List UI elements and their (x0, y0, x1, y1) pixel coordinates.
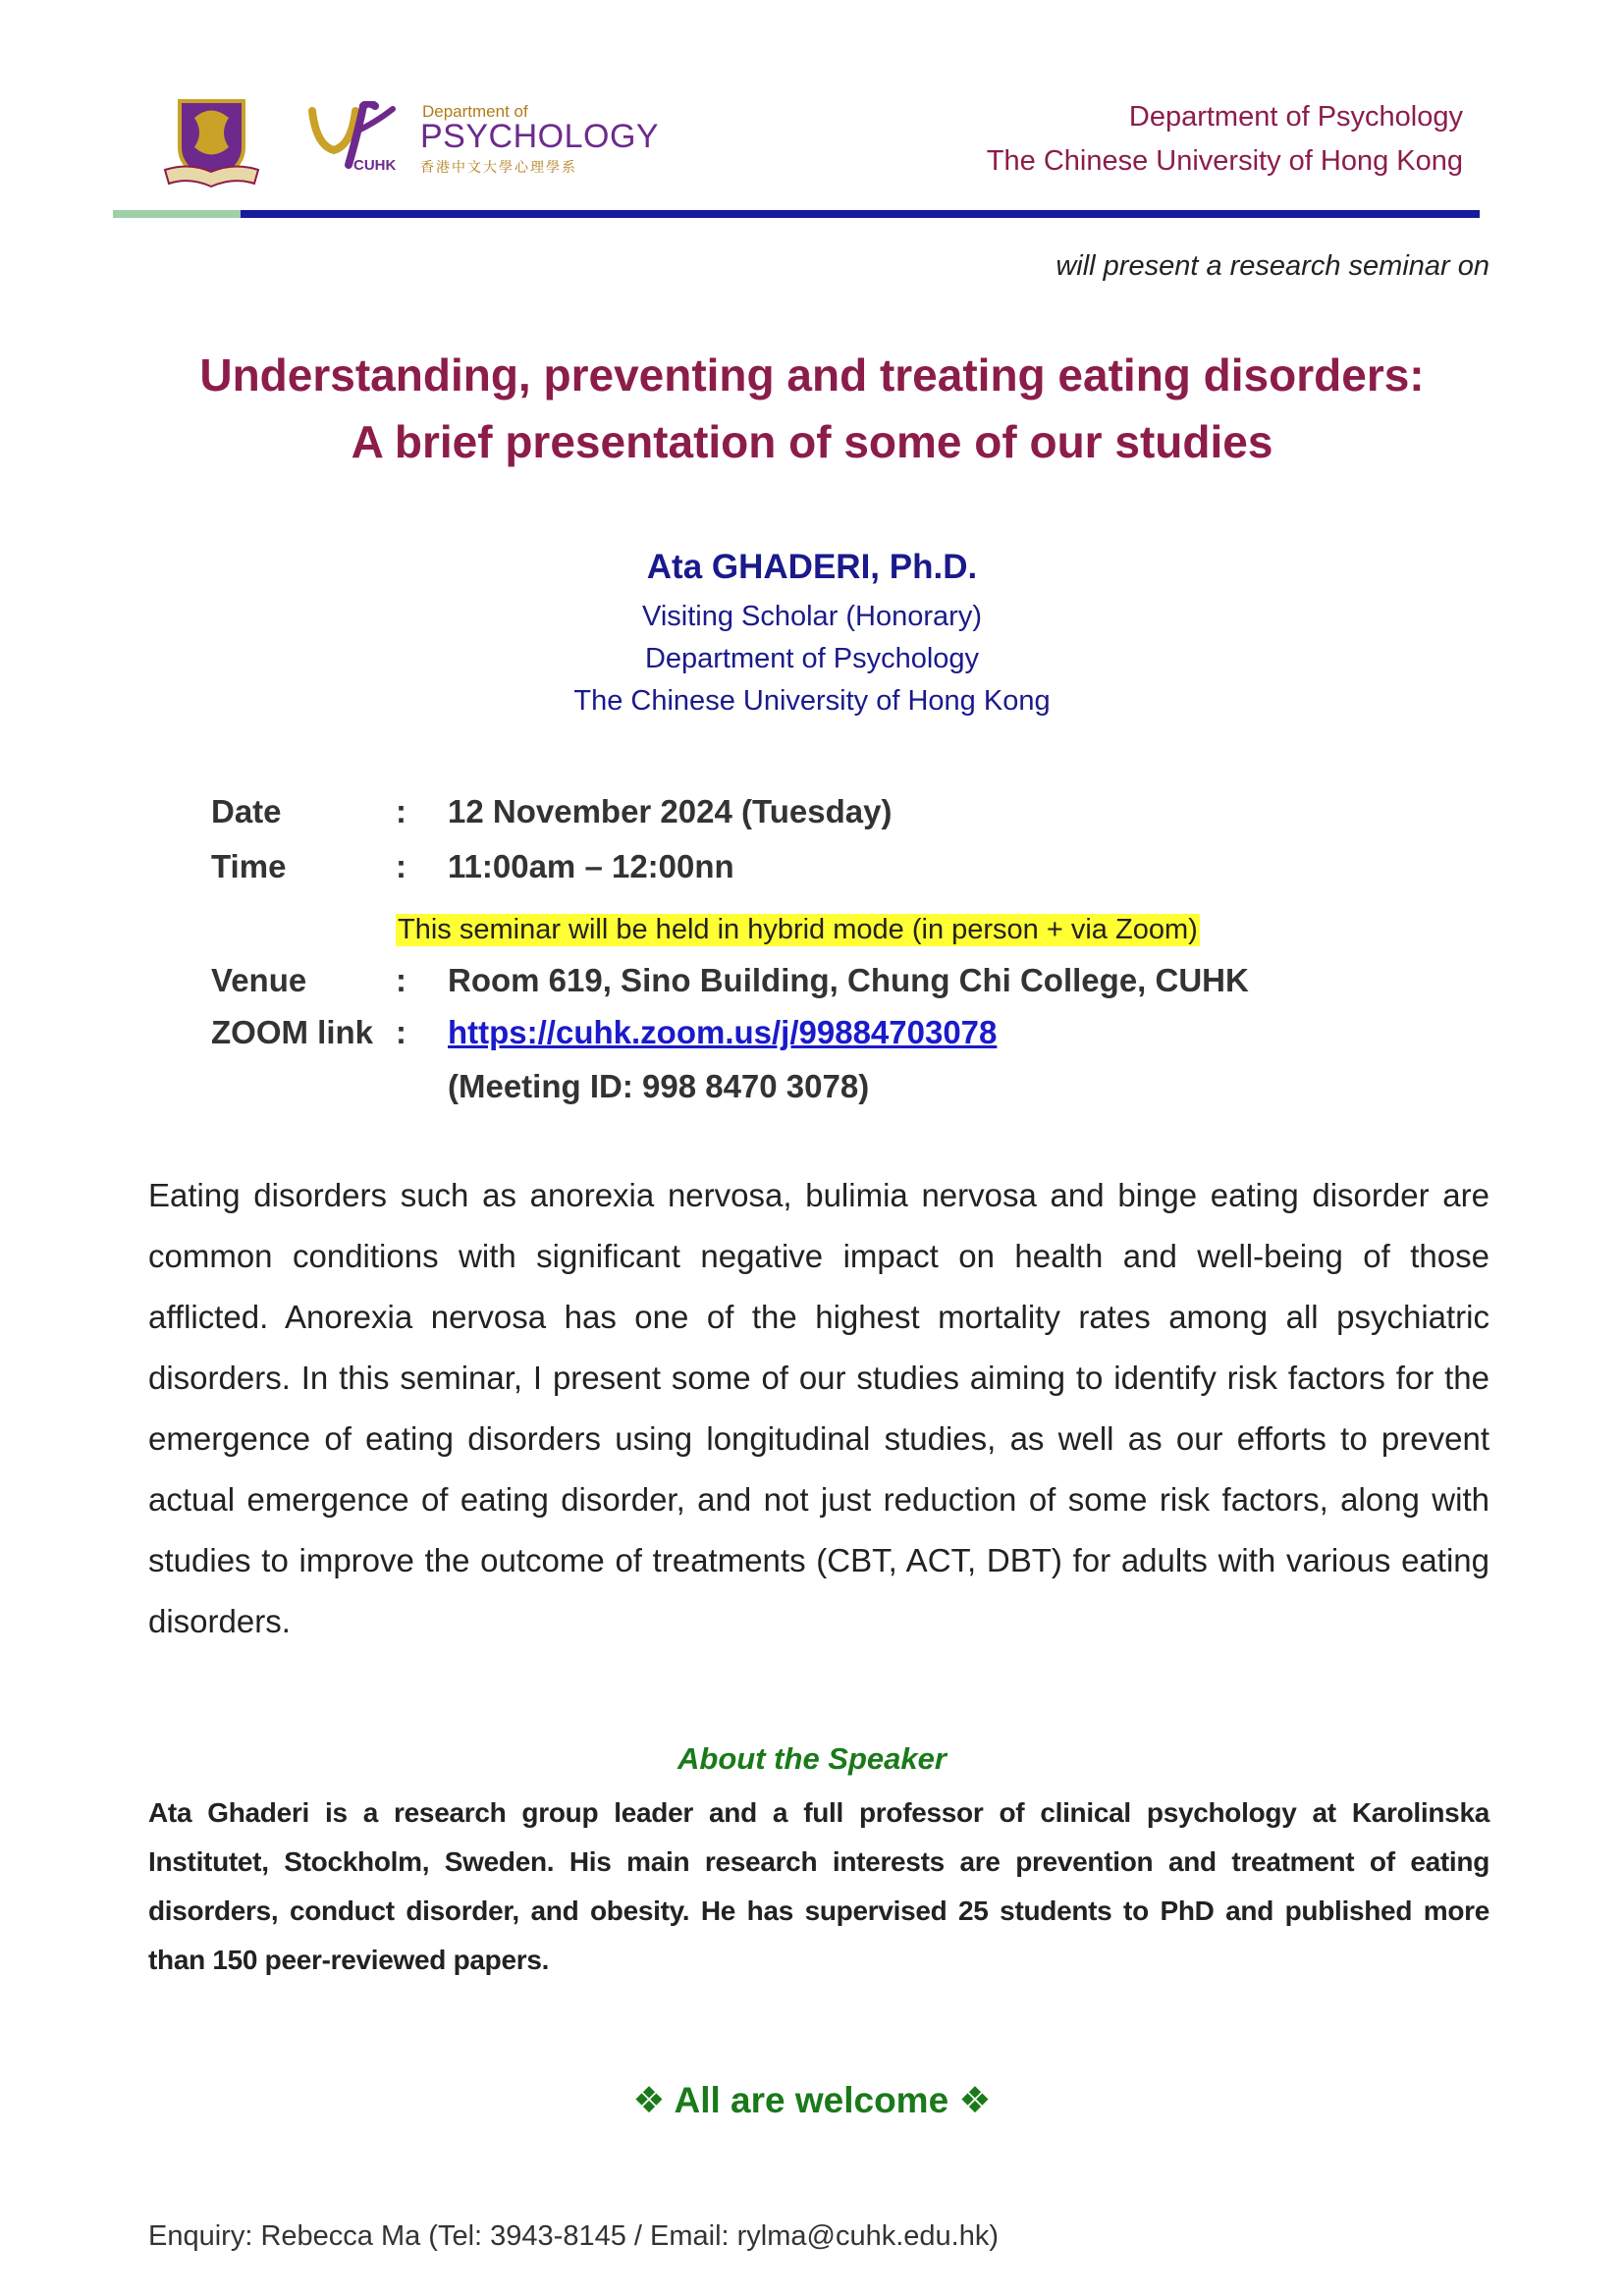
zoom-link[interactable]: https://cuhk.zoom.us/j/99884703078 (448, 1014, 998, 1050)
hybrid-mode-note: This seminar will be held in hybrid mode (in person + via Zoom) (398, 914, 1198, 945)
abstract-paragraph: Eating disorders such as anorexia nervosa, bulimia nervosa and binge eating disorder are common conditions with significant negative impact on health and well-being of those afflicted. Anorexia nervosa has one of the highest mortality rates among all psychiatric disorders. In this seminar, I present some of our studies aiming to identify risk factors for the emergence of eating disorders using longitudinal studies, as well as our efforts to prevent actual emergence of eating disorder, and not just reduction of some risk factors, along with studies to improve the outcome of treatments (CBT, ACT, DBT) for adults with various eating disorders. (148, 1177, 1489, 1639)
date-label: Date (211, 793, 282, 829)
speaker-department: Department of Psychology (644, 643, 980, 674)
logo-cuhk-text: CUHK (353, 157, 397, 174)
about-speaker-heading: About the Speaker (677, 1741, 947, 1776)
venue-colon: : (396, 962, 406, 998)
welcome-text: ❖ All are welcome ❖ (632, 2080, 992, 2120)
cuhk-crest-logo (160, 93, 263, 191)
logo-psychology-text: PSYCHOLOGY (420, 118, 660, 155)
enquiry-text: Enquiry: Rebecca Ma (Tel: 3943-8145 / Email: rylma@cuhk.edu.hk) (148, 2220, 999, 2252)
time-label: Time (211, 848, 287, 884)
zoom-label: ZOOM link (211, 1014, 373, 1050)
header-university: The Chinese University of Hong Kong (986, 145, 1463, 177)
seminar-title-line1: Understanding, preventing and treating eating disorders: (199, 349, 1425, 400)
intro-text: will present a research seminar on (1056, 250, 1489, 282)
venue-value: Room 619, Sino Building, Chung Chi College, CUHK (448, 962, 1249, 998)
date-colon: : (396, 793, 406, 829)
seminar-title-line2: A brief presentation of some of our studies (351, 416, 1273, 467)
zoom-colon: : (396, 1014, 406, 1050)
header-rule-accent (113, 210, 241, 218)
header-department: Department of Psychology (1128, 101, 1463, 133)
meeting-id: (Meeting ID: 998 8470 3078) (448, 1068, 870, 1104)
speaker-role: Visiting Scholar (Honorary) (642, 601, 982, 632)
date-value: 12 November 2024 (Tuesday) (448, 793, 893, 829)
logo-chinese-text: 香港中文大學心理學系 (420, 159, 577, 175)
header-rule (241, 210, 1480, 218)
time-value: 11:00am – 12:00nn (448, 848, 734, 884)
speaker-name: Ata GHADERI, Ph.D. (646, 548, 978, 586)
venue-label: Venue (211, 962, 307, 998)
speaker-university: The Chinese University of Hong Kong (573, 685, 1051, 717)
about-speaker-text: Ata Ghaderi is a research group leader and a full professor of clinical psychology at Karolinska Institutet, Stockholm, Sweden. His main research interests are prevention and treatment of eating disorders, conduct disorder, and obesity. He has supervised 25 students to PhD and published more than 150 peer-reviewed papers. (148, 1797, 1489, 1975)
time-colon: : (396, 848, 406, 884)
logo-dept-of-text: Department of (422, 102, 528, 121)
